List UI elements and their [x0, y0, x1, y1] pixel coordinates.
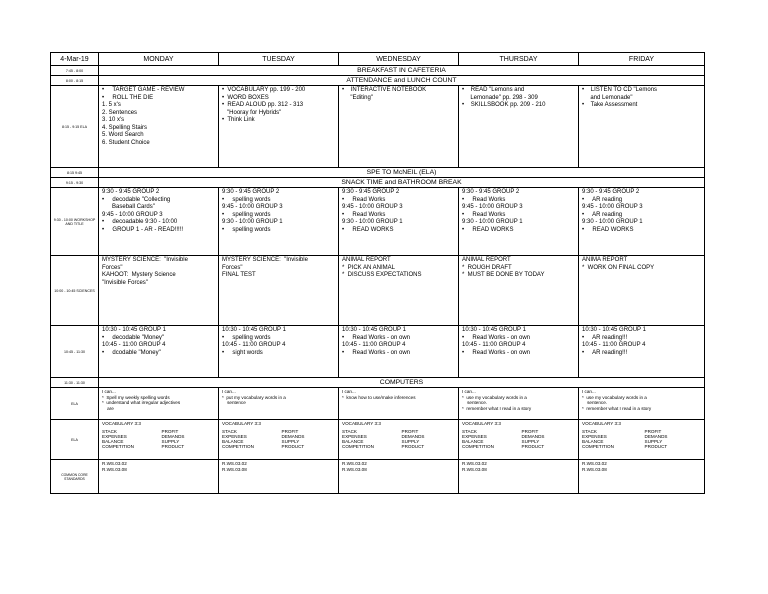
vocab-word: DEMANDS [644, 433, 668, 439]
snack-banner: SNACK TIME and BATHROOM BREAK [99, 178, 705, 188]
cell-ican-tue [219, 388, 339, 420]
cell-line: "Editing" [342, 94, 373, 101]
vocab-word: STACK [342, 428, 357, 434]
cell-line: ANIMAL REPORT [342, 257, 391, 263]
cell-line: * put my vocabulary words in a [222, 394, 286, 400]
vocab-word: PRODUCT [401, 444, 425, 450]
cell-line: 10:45 - 11:00 GROUP 4 [582, 342, 646, 348]
cell-line: ANIMAL REPORT [462, 257, 511, 263]
ela-late-row [51, 326, 705, 378]
cell-line: 10:30 - 10:45 GROUP 1 [102, 327, 166, 333]
cell-line: • READ WORKS [462, 226, 514, 233]
cell-line: * remember what I read in a story [462, 405, 532, 411]
cell-ela2-mon [99, 326, 219, 378]
vocab-heading: VOCABULARY 3:3 [462, 421, 501, 426]
time-attendance: 8:00 - 8:15 [51, 76, 99, 86]
cell-line: * MUST BE DONE BY TODAY [462, 272, 545, 278]
vocab-word: PROFIT [281, 428, 299, 434]
standard-code: R.WS.03.08 [222, 466, 247, 472]
vocab-word: DEMANDS [401, 433, 425, 439]
cell-line: • decodable "Collecting [102, 196, 171, 203]
vocab-word: EXPENSES [102, 433, 127, 439]
cell-ela2-fri [579, 326, 705, 378]
cell-line: sentence [222, 400, 246, 405]
cell-line: • Read Works - on own [342, 349, 411, 356]
vocab-word: PRODUCT [644, 444, 668, 450]
vocab-word: COMPETITION [582, 444, 614, 450]
cell-line: • INTERACTIVE NOTEBOOK [342, 87, 427, 93]
standard-code: R.WS.03.08 [462, 466, 487, 472]
cell-line: 9:30 - 9:45 GROUP 2 [462, 189, 520, 195]
cell-line: • VOCABULARY pp. 199 - 200 [222, 87, 306, 93]
time-computers: 11:30 - 11:30 [51, 378, 99, 388]
day-friday: FRIDAY [579, 53, 705, 66]
cell-vocab-wed [339, 420, 459, 460]
cell-line: • READ WORKS [342, 226, 394, 233]
vocab-word: COMPETITION [222, 444, 254, 450]
cell-science-fri [579, 256, 705, 326]
cell-line: • spelling words [222, 226, 271, 233]
cell-line: • READ "Lemons and [462, 87, 525, 93]
cell-workshop-fri [579, 188, 705, 256]
cell-line: ANIMA REPORT [582, 257, 628, 263]
standard-code: R.WS.03.08 [582, 466, 607, 472]
cell-line: 2. Sentences [102, 109, 138, 116]
date-cell: 4-Mar-19 [51, 53, 99, 66]
cell-line: • Think Link [222, 117, 255, 123]
cell-line: are [102, 405, 114, 411]
vocab-word: EXPENSES [462, 433, 487, 439]
standards-row [51, 460, 705, 494]
vocab-word: BALANCE [582, 439, 604, 445]
cell-line: 10:45 - 11:00 GROUP 4 [222, 342, 286, 348]
cell-ccs-wed [339, 460, 459, 494]
cell-line: * use my vocabulary words in a [582, 394, 647, 400]
workshop-row [51, 188, 705, 256]
vocab-word: DEMANDS [281, 433, 305, 439]
vocab-word: COMPETITION [462, 444, 494, 450]
snack-row [51, 178, 705, 188]
cell-line: MYSTERY SCIENCE: "Invisible [222, 257, 308, 263]
ela-morning-row [51, 86, 705, 168]
cell-line: "Invisible Forces" [102, 279, 148, 286]
spe-row [51, 168, 705, 178]
day-thursday: THURSDAY [459, 53, 579, 66]
vocab-word: BALANCE [342, 439, 364, 445]
standard-code: R.WS.03.02 [582, 461, 607, 466]
vocab-word: STACK [102, 428, 117, 434]
breakfast-row [51, 66, 705, 76]
cell-line: • spelling words [222, 196, 271, 203]
cell-line: 10:30 - 10:45 GROUP 1 [342, 327, 406, 333]
vocab-word: EXPENSES [582, 433, 607, 439]
day-wednesday: WEDNESDAY [339, 53, 459, 66]
cell-line: 9:45 - 10:00 GROUP 3 [222, 204, 283, 210]
cell-line: • LISTEN TO CD "Lemons [582, 87, 658, 93]
cell-ican-thu [459, 388, 579, 420]
cell-vocab-thu [459, 420, 579, 460]
vocab-word: PROFIT [644, 428, 662, 434]
day-monday: MONDAY [99, 53, 219, 66]
cell-science-tue [219, 256, 339, 326]
cell-ela1-wed [339, 86, 459, 168]
vocab-word: SUPPLY [644, 439, 663, 445]
cell-line: FINAL TEST [222, 272, 256, 278]
cell-line: • WORD BOXES [222, 94, 269, 101]
label-standards: COMMON CORE STANDARDS [51, 460, 99, 494]
time-workshop: 9:30 - 10:00 WORKSHOP AND TITLE [51, 188, 99, 256]
cell-ican-fri [579, 388, 705, 420]
vocab-word: DEMANDS [161, 433, 185, 439]
cell-vocab-tue [219, 420, 339, 460]
cell-line: * understand what irregular adjectives [102, 400, 181, 405]
cell-line: 10:30 - 10:45 GROUP 1 [222, 327, 286, 333]
vocab-word: STACK [582, 428, 597, 434]
vocab-word: SUPPLY [161, 439, 180, 445]
cell-vocab-mon [99, 420, 219, 460]
vocab-word-grid [102, 429, 215, 450]
cell-line: I can... [582, 389, 596, 394]
cell-line: * PICK AN ANIMAL [342, 264, 396, 271]
standard-code: R.WS.03.08 [342, 466, 367, 472]
cell-line: • GROUP 1 - AR - READ!!!!! [102, 226, 184, 233]
cell-ccs-thu [459, 460, 579, 494]
cell-line: 10:45 - 11:00 GROUP 4 [462, 342, 526, 348]
standard-code: R.WS.03.02 [102, 461, 127, 466]
vocab-word: STACK [462, 428, 477, 434]
cell-ccs-tue [219, 460, 339, 494]
cell-line: I can... [222, 389, 236, 394]
cell-line: • READ ALOUD pp. 312 - 313 [222, 102, 304, 108]
vocab-heading: VOCABULARY 3:3 [582, 421, 621, 426]
cell-line: 9:45 - 10:00 GROUP 3 [462, 204, 523, 210]
vocab-word: SUPPLY [401, 439, 420, 445]
cell-line: 3. 10 x's [102, 117, 125, 123]
cell-line: • Read Works - on own [462, 334, 531, 341]
vocab-word: PRODUCT [161, 444, 185, 450]
day-tuesday: TUESDAY [219, 53, 339, 66]
cell-ccs-mon [99, 460, 219, 494]
vocab-word: PRODUCT [521, 444, 545, 450]
cell-line: 1. 5 x's [102, 102, 121, 108]
vocab-word-grid [462, 429, 575, 450]
cell-line: 5. Word Search [102, 132, 144, 138]
vocab-word: PRODUCT [281, 444, 305, 450]
cell-line: I can... [342, 389, 356, 394]
cell-science-thu [459, 256, 579, 326]
cell-workshop-tue [219, 188, 339, 256]
cell-line: * Spell my weekly spelling words [102, 394, 170, 400]
cell-line: "Hooray for Hybrids" [222, 109, 282, 116]
standard-code: R.WS.03.02 [222, 461, 247, 466]
cell-ela2-thu [459, 326, 579, 378]
computers-banner: COMPUTERS [99, 378, 705, 388]
cell-line: Lemonade" pp. 298 - 309 [462, 94, 538, 101]
cell-ela1-tue [219, 86, 339, 168]
vocab-row [51, 420, 705, 460]
vocab-word: SUPPLY [521, 439, 540, 445]
vocab-word-grid [222, 429, 335, 450]
cell-line: 10:45 - 11:00 GROUP 4 [102, 342, 166, 348]
cell-ican-mon [99, 388, 219, 420]
cell-line: 9:30 - 10:00 GROUP 1 [462, 219, 523, 225]
cell-line: * remember what I read in a story [582, 405, 652, 411]
vocab-word: BALANCE [462, 439, 484, 445]
cell-line: 10:30 - 10:45 GROUP 1 [582, 327, 646, 333]
cell-line: Baseball Cards" [102, 204, 155, 210]
label-ican: ELA [51, 388, 99, 420]
ican-row [51, 388, 705, 420]
cell-ela1-fri [579, 86, 705, 168]
cell-line: 10:30 - 10:45 GROUP 1 [462, 327, 526, 333]
cell-line: • AR reading!!! [582, 349, 628, 356]
breakfast-banner: BREAKFAST IN CAFETERIA [99, 66, 705, 76]
cell-line: 9:30 - 10:00 GROUP 1 [222, 219, 283, 225]
cell-line: MYSTERY SCIENCE: "Invisible [102, 257, 188, 263]
cell-line: • ROLL THE DIE [102, 94, 154, 101]
cell-line: * know how to use/make inferences [342, 394, 416, 400]
cell-line: 9:45 - 10:00 GROUP 3 [582, 204, 643, 210]
vocab-heading: VOCABULARY 3:3 [102, 421, 141, 426]
vocab-word-grid [582, 429, 701, 450]
cell-line: • sight words [222, 349, 263, 356]
cell-line: * DISCUSS EXPECTATIONS [342, 272, 422, 278]
time-spe: 8:15 9:45 [51, 168, 99, 178]
cell-line: KAHOOT: Mystery Science [102, 272, 176, 278]
vocab-word: BALANCE [222, 439, 244, 445]
cell-line: sentence. [582, 400, 608, 405]
cell-line: I can... [462, 389, 476, 394]
cell-line: Forces" [102, 264, 123, 271]
cell-ela1-mon [99, 86, 219, 168]
cell-ican-wed [339, 388, 459, 420]
cell-line: Forces" [222, 264, 243, 271]
cell-line: • READ WORKS [582, 226, 634, 233]
lesson-plan-table [50, 52, 705, 494]
cell-line: * WORK ON FINAL COPY [582, 264, 655, 271]
cell-line: I can... [102, 389, 116, 394]
cell-line: • decoadable 9:30 - 10:00 [102, 219, 178, 225]
cell-ccs-fri [579, 460, 705, 494]
vocab-word: DEMANDS [521, 433, 545, 439]
cell-line: • spelling words [222, 334, 271, 341]
time-science: 10:00 - 10:45 SCIENCES [51, 256, 99, 326]
vocab-word: PROFIT [521, 428, 539, 434]
header-row [51, 53, 705, 66]
cell-workshop-mon [99, 188, 219, 256]
cell-ela2-wed [339, 326, 459, 378]
cell-line: 9:30 - 10:00 GROUP 1 [342, 219, 403, 225]
cell-line: • Read Works [342, 211, 386, 218]
cell-line: • spelling words [222, 211, 271, 218]
cell-line: * use my vocabulary words in a [462, 394, 527, 400]
cell-line: • Read Works [462, 211, 506, 218]
vocab-heading: VOCABULARY 3:3 [342, 421, 381, 426]
attendance-banner: ATTENDANCE and LUNCH COUNT [99, 76, 705, 86]
vocab-heading: VOCABULARY 3:3 [222, 421, 261, 426]
cell-line: • Take Assessment [582, 102, 638, 108]
time-breakfast: 7:45 - 8:00 [51, 66, 99, 76]
cell-science-mon [99, 256, 219, 326]
cell-line: 9:30 - 9:45 GROUP 2 [222, 189, 280, 195]
vocab-word: STACK [222, 428, 237, 434]
cell-line: • SKILLSBOOK pp. 209 - 210 [462, 102, 546, 108]
cell-line: 9:30 - 9:45 GROUP 2 [342, 189, 400, 195]
spe-banner: SPE TO McNEIL (ELA) [99, 168, 705, 178]
cell-line: 9:30 - 10:00 GROUP 1 [582, 219, 643, 225]
cell-line: • AR reading!!! [582, 334, 628, 341]
standard-code: R.WS.03.02 [462, 461, 487, 466]
label-vocab: ELA [51, 420, 99, 460]
cell-line: 9:45 - 10:00 GROUP 3 [342, 204, 403, 210]
time-snack: 9:15 - 9:30 [51, 178, 99, 188]
cell-vocab-fri [579, 420, 705, 460]
cell-line: • Read Works - on own [342, 334, 411, 341]
cell-line: • Read Works - on own [462, 349, 531, 356]
cell-line: • TARGET GAME - REVIEW [102, 87, 185, 93]
cell-ela1-thu [459, 86, 579, 168]
cell-line: sentence. [462, 400, 488, 405]
vocab-word: PROFIT [161, 428, 179, 434]
cell-line: 9:30 - 9:45 GROUP 2 [582, 189, 640, 195]
cell-ela2-tue [219, 326, 339, 378]
cell-workshop-thu [459, 188, 579, 256]
science-row [51, 256, 705, 326]
vocab-word: SUPPLY [281, 439, 300, 445]
standard-code: R.WS.03.02 [342, 461, 367, 466]
cell-line: • Read Works [342, 196, 386, 203]
attendance-row [51, 76, 705, 86]
time-ela-late: 10:45 - 11:30 [51, 326, 99, 378]
cell-line: 9:30 - 9:45 GROUP 2 [102, 189, 160, 195]
vocab-word: BALANCE [102, 439, 124, 445]
vocab-word: EXPENSES [222, 433, 247, 439]
cell-line: and Lemonade" [582, 94, 633, 101]
standard-code: R.WS.03.08 [102, 466, 127, 472]
cell-line: 10:45 - 11:00 GROUP 4 [342, 342, 406, 348]
cell-line: • decodable "Money" [102, 334, 165, 341]
cell-line: 6. Student Choice [102, 139, 150, 146]
computers-row [51, 378, 705, 388]
vocab-word: PROFIT [401, 428, 419, 434]
vocab-word-grid [342, 429, 455, 450]
cell-line: • AR reading [582, 196, 623, 203]
time-ela-morning: 8:15 - 9:15 ELA [51, 86, 99, 168]
cell-workshop-wed [339, 188, 459, 256]
vocab-word: COMPETITION [342, 444, 374, 450]
cell-line: • Read Works [462, 196, 506, 203]
vocab-word: EXPENSES [342, 433, 367, 439]
cell-line: 4. Spelling Stairs [102, 124, 148, 131]
cell-line: • dcodable "Money" [102, 349, 161, 356]
vocab-word: COMPETITION [102, 444, 134, 450]
cell-line: 9:45 - 10:00 GROUP 3 [102, 211, 163, 218]
cell-science-wed [339, 256, 459, 326]
cell-line: * ROUGH DRAFT [462, 264, 512, 271]
cell-line: • AR reading [582, 211, 623, 218]
